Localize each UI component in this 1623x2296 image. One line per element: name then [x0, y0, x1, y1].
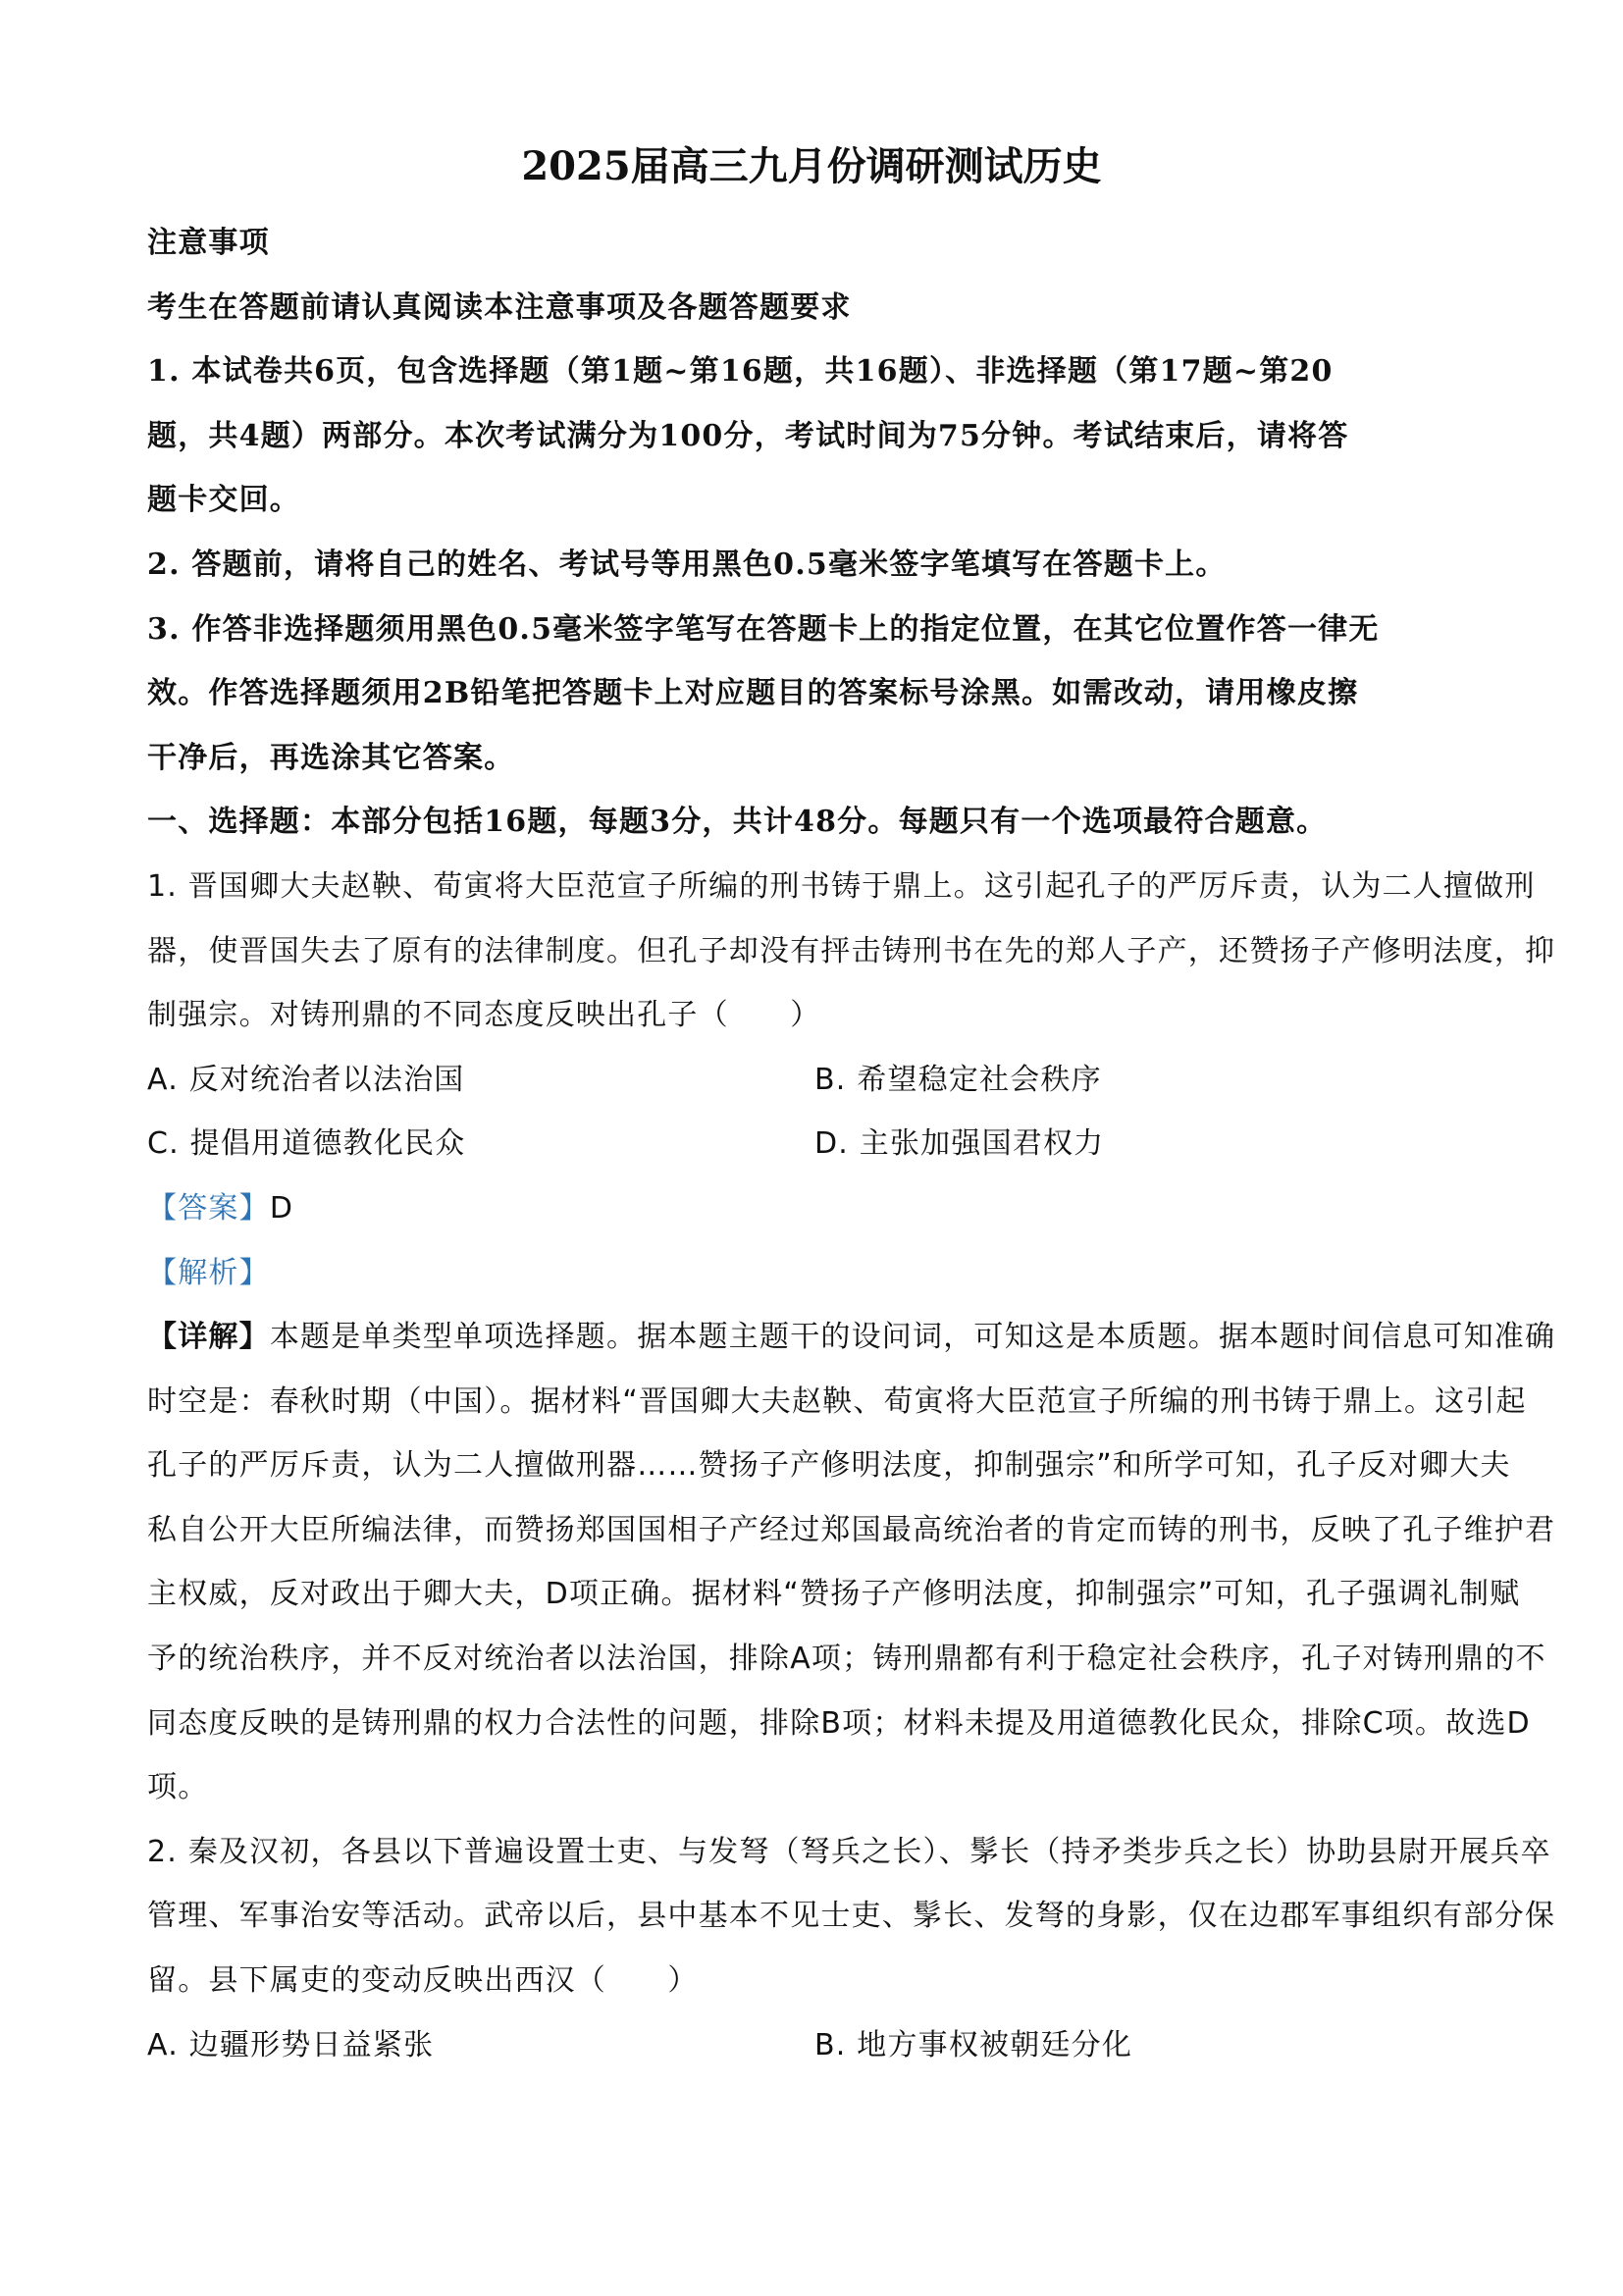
document-title: 2025届高三九月份调研测试历史 — [521, 143, 1102, 189]
q1-option-c: C. 提倡用道德教化民众 — [147, 1126, 466, 1162]
q2-option-b: B. 地方事权被朝廷分化 — [814, 2027, 1133, 2062]
notice-item-1-line: 题卡交回。 — [147, 483, 300, 518]
q2-options-row — [147, 2013, 1492, 2078]
q1-options-row — [147, 1112, 1492, 1176]
analysis-label: 【解析】 — [147, 1255, 270, 1290]
q1-detail-line: 予的统治秩序，并不反对统治者以法治国，排除A项；铸刑鼎都有利于稳定社会秩序，孔子对铸刑鼎的不 — [147, 1642, 1546, 1677]
q1-detail-line — [147, 1305, 1556, 1370]
q1-stem-line: 制强宗。对铸刑鼎的不同态度反映出孔子（ ） — [147, 998, 821, 1033]
q1-stem-line: 1. 晋国卿大夫赵鞅、荀寅将大臣范宣子所编的刑书铸于鼎上。这引起孔子的严厉斥责，认为二人擅做刑 — [147, 868, 1536, 904]
q1-detail-line: 私自公开大臣所编法律，而赞扬郑国国相子产经过郑国最高统治者的肯定而铸的刑书，反映了孔子维护君 — [147, 1512, 1556, 1547]
answer-value: D — [269, 1190, 294, 1226]
q1-options-row — [147, 1048, 1492, 1113]
notice-item-3-line: 效。作答选择题须用2B铅笔把答题卡上对应题目的答案标号涂黑。如需改动，请用橡皮擦 — [147, 676, 1359, 711]
notice-item-1-line: 1. 本试卷共6页，包含选择题（第1题~第16题，共16题）、非选择题（第17题~第20 — [147, 354, 1334, 390]
notice-intro: 考生在答题前请认真阅读本注意事项及各题答题要求 — [147, 289, 852, 325]
q1-detail-line: 孔子的严厉斥责，认为二人擅做刑器……赞扬子产修明法度，抑制强宗”和所学可知，孔子反对卿大夫 — [147, 1448, 1511, 1484]
q1-detail-line: 时空是：春秋时期（中国）。据材料“晋国卿大夫赵鞅、荀寅将大臣范宣子所编的刑书铸于鼎上。这引起 — [147, 1383, 1527, 1419]
q1-detail-line: 主权威，反对政出于卿大夫，D项正确。据材料“赞扬子产修明法度，抑制强宗”可知，孔子强调礼制赋 — [147, 1577, 1521, 1612]
notice-item-3-line: 干净后，再选涂其它答案。 — [147, 740, 515, 775]
q2-option-a: A. 边疆形势日益紧张 — [147, 2027, 435, 2062]
q1-option-d: D. 主张加强国君权力 — [814, 1126, 1105, 1162]
detail-label: 【详解】 — [147, 1320, 270, 1355]
notice-item-1-line: 题，共4题）两部分。本次考试满分为100分，考试时间为75分钟。考试结束后，请将答 — [147, 418, 1349, 453]
notice-item-2-line: 2. 答题前，请将自己的姓名、考试号等用黑色0.5毫米签字笔填写在答题卡上。 — [147, 547, 1227, 582]
document-body — [147, 211, 1556, 2077]
q2-stem-line: 2. 秦及汉初，各县以下普遍设置士吏、与发弩（弩兵之长）、髳长（持矛类步兵之长）协助县尉开展兵卒 — [147, 1834, 1551, 1869]
q1-detail-line: 项。 — [147, 1770, 209, 1805]
answer-label: 【答案】 — [147, 1190, 270, 1226]
q1-option-b: B. 希望稳定社会秩序 — [814, 1062, 1102, 1097]
notice-heading: 注意事项 — [147, 226, 270, 260]
detail-text: 本题是单类型单项选择题。据本题主题干的设问词，可知这是本质题。据本题时间信息可知准确 — [269, 1320, 1556, 1355]
q1-answer — [147, 1176, 1492, 1241]
q1-option-a: A. 反对统治者以法治国 — [147, 1062, 465, 1097]
q2-stem-line: 留。县下属吏的变动反映出西汉（ ） — [147, 1963, 699, 1999]
section-heading: 一、选择题：本部分包括16题，每题3分，共计48分。每题只有一个选项最符合题意。 — [147, 805, 1328, 840]
q1-detail-line: 同态度反映的是铸刑鼎的权力合法性的问题，排除B项；材料未提及用道德教化民众，排除C项。故选D — [147, 1705, 1531, 1741]
q1-stem-line: 器，使晋国失去了原有的法律制度。但孔子却没有抨击铸刑书在先的郑人子产，还赞扬子产修明法度，抑 — [147, 933, 1556, 968]
notice-item-3-line: 3. 作答非选择题须用黑色0.5毫米签字笔写在答题卡上的指定位置，在其它位置作答一律无 — [147, 611, 1380, 647]
q2-stem-line: 管理、军事治安等活动。武帝以后，县中基本不见士吏、髳长、发弩的身影，仅在边郡军事组织有部分保 — [147, 1899, 1556, 1934]
